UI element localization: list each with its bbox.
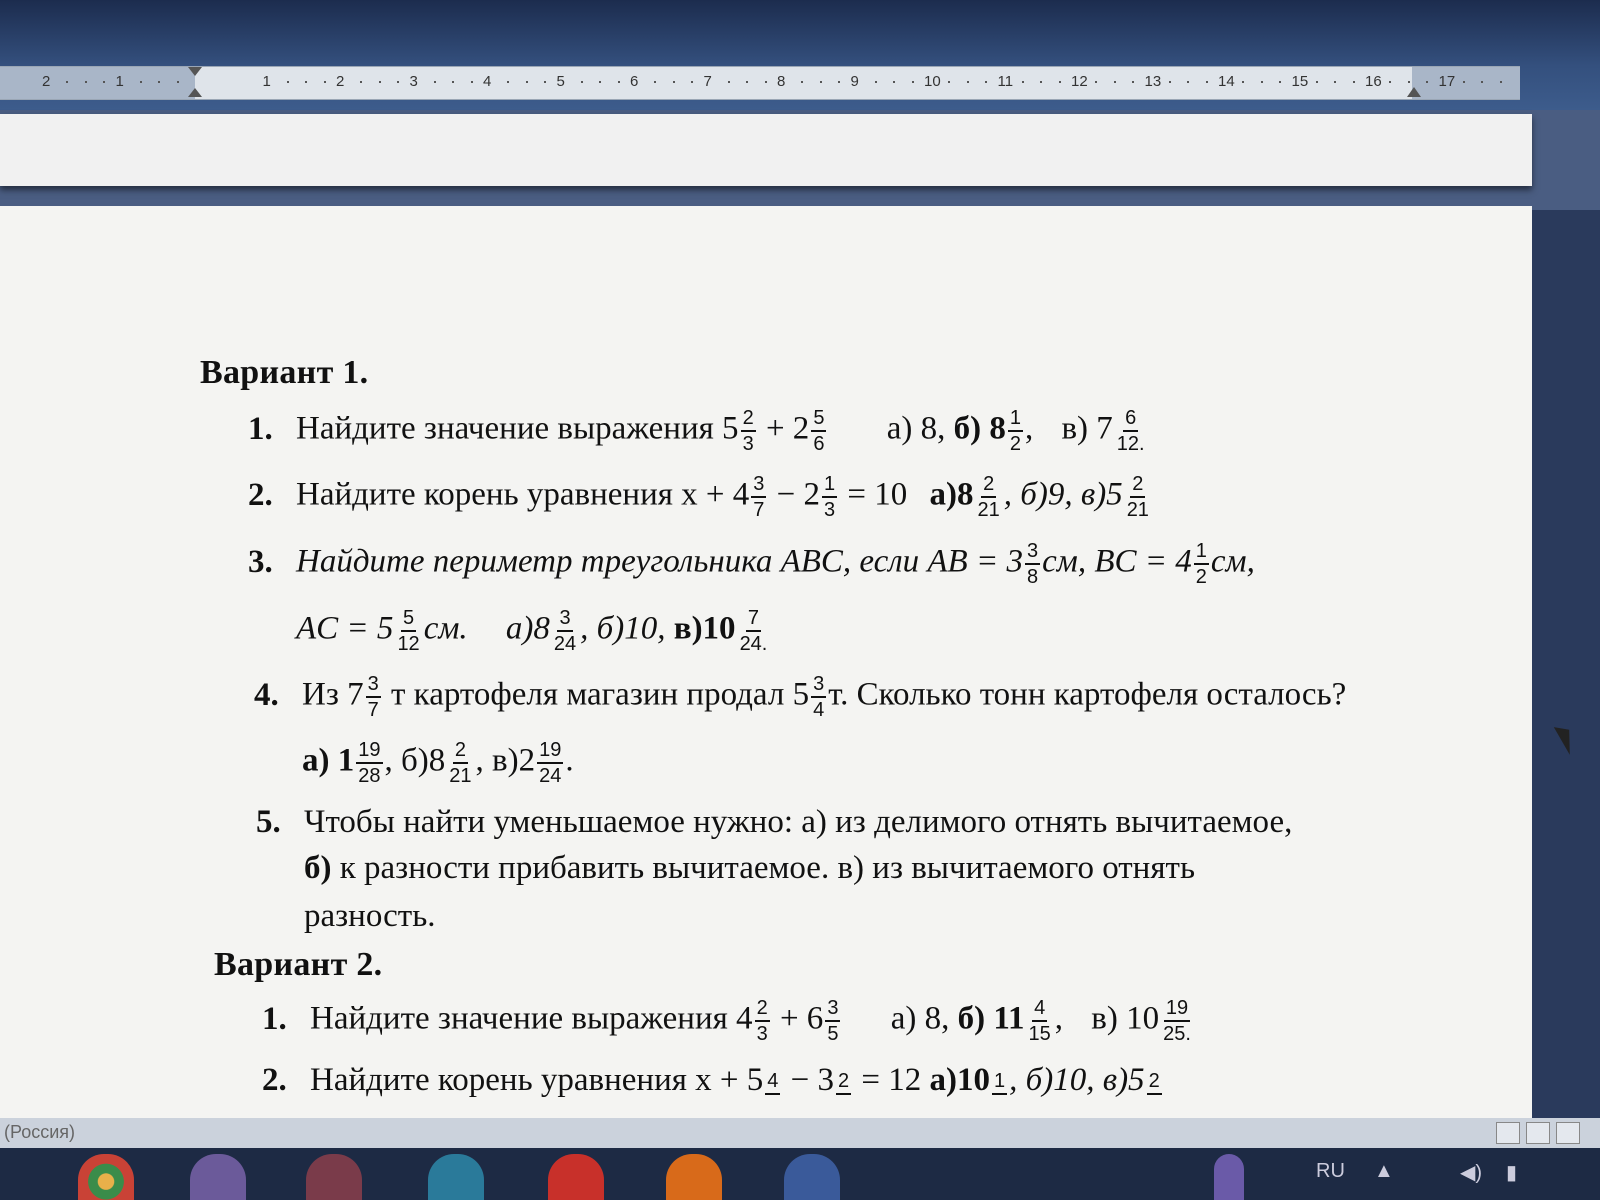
ruler-tick (1095, 81, 1097, 83)
ruler-left-margin (0, 67, 195, 99)
ruler-tick (746, 81, 748, 83)
left-indent-marker[interactable] (188, 67, 202, 99)
video-icon[interactable] (428, 1154, 484, 1200)
variant-1-title: Вариант 1. (200, 354, 369, 391)
ruler-tick (1389, 81, 1391, 83)
web-layout-icon[interactable] (1556, 1122, 1580, 1144)
ruler-tick (1040, 81, 1042, 83)
ruler-tick (305, 81, 307, 83)
v1-question-3-line-2: AC = 5 $\frac{5}{12}$ см. а)8 $\frac{3}{24}$ , б)10, в)10 $\frac{7}{24.}$ (296, 607, 768, 655)
ruler-right-margin (1412, 67, 1520, 99)
ruler-tick (1242, 81, 1244, 83)
ruler-tick (434, 81, 436, 83)
ruler-tick (691, 81, 693, 83)
yandex-icon[interactable] (548, 1154, 604, 1200)
ruler-tick (618, 81, 620, 83)
ruler-tick (1206, 81, 1208, 83)
ruler-number: 12 (1071, 73, 1088, 90)
word-icon[interactable] (784, 1154, 840, 1200)
v1-question-1: 1. Найдите значение выражения 5 $\frac{2}{3}$ + 2 $\frac{5}{6}$ а) 8, б) 8 $\frac{1}{2}$ , в) 7 $\frac{6}{12.}$ (248, 407, 1145, 455)
ruler-tick (967, 81, 969, 83)
ruler-tick (544, 81, 546, 83)
ruler-tick (912, 81, 914, 83)
ruler-tick (66, 81, 68, 83)
ruler-tick (893, 81, 895, 83)
network-icon[interactable]: ▲ (1374, 1160, 1394, 1182)
ruler-number: 2 (336, 73, 345, 90)
ruler-tick (1169, 81, 1171, 83)
v2-question-1: 1. Найдите значение выражения 4 $\frac{2}{3}$ + 6 $\frac{3}{5}$ а) 8, б) 11 $\frac{4}{15}$ , в) 10 $\frac{19}{25.}$ (262, 997, 1191, 1045)
ruler-tick (599, 81, 601, 83)
media-icon[interactable] (666, 1154, 722, 1200)
ruler-tick (287, 81, 289, 83)
ruler-number: 1 (115, 73, 124, 90)
ruler-number: 5 (556, 73, 565, 90)
ruler-number: 1 (262, 73, 271, 90)
ruler-tick (471, 81, 473, 83)
status-bar (0, 1118, 1600, 1148)
v1-question-3: 3. Найдите периметр треугольника ABC, если AB = 3 $\frac{3}{8}$ см, BC = 4 $\frac{1}{2}$ см, (248, 540, 1255, 588)
ruler-tick (1353, 81, 1355, 83)
horizontal-ruler[interactable] (0, 66, 1520, 100)
ruler-tick (1132, 81, 1134, 83)
ruler-tick (820, 81, 822, 83)
keyboard-layout[interactable]: RU (1316, 1160, 1345, 1182)
ruler-tick (452, 81, 454, 83)
full-screen-icon[interactable] (1526, 1122, 1550, 1144)
ruler-number: 17 (1438, 73, 1456, 90)
ruler-number: 7 (703, 73, 712, 90)
ruler-tick (158, 81, 160, 83)
ruler-tick (875, 81, 877, 83)
taskbar (0, 1148, 1600, 1200)
ruler-tick (728, 81, 730, 83)
ruler-tick (177, 81, 179, 83)
ruler-tick (397, 81, 399, 83)
ruler-number: 14 (1218, 73, 1235, 90)
ruler-tick (1059, 81, 1061, 83)
v1-question-5-line-3: разность. (304, 898, 436, 934)
paint-icon[interactable] (306, 1154, 362, 1200)
ruler-number: 9 (850, 73, 859, 90)
ruler-number: 15 (1291, 73, 1309, 90)
ruler-tick (103, 81, 105, 83)
variant-2-title: Вариант 2. (214, 946, 383, 983)
previous-page-bottom (0, 114, 1532, 186)
microphone-icon[interactable] (1214, 1154, 1244, 1200)
ruler-tick (140, 81, 142, 83)
media-player-icon[interactable] (190, 1154, 246, 1200)
ruler-tick (765, 81, 767, 83)
ruler-tick (838, 81, 840, 83)
volume-icon[interactable]: ◀) (1460, 1162, 1483, 1184)
ruler-tick (1500, 81, 1502, 83)
ruler-tick (948, 81, 950, 83)
ruler-tick (379, 81, 381, 83)
v1-question-4: 4. Из 7 $\frac{3}{7}$ т картофеля магазин продал 5 $\frac{3}{4}$ т. Сколько тонн картофеля осталось? (254, 673, 1347, 721)
document-page[interactable] (0, 206, 1532, 1118)
print-layout-icon[interactable] (1496, 1122, 1520, 1144)
ruler-tick (1316, 81, 1318, 83)
ruler-tick (1334, 81, 1336, 83)
v1-question-5: 5. Чтобы найти уменьшаемое нужно: а) из делимого отнять вычитаемое, (256, 804, 1293, 840)
ruler-tick (1261, 81, 1263, 83)
ruler-number: 8 (777, 73, 786, 90)
battery-icon[interactable]: ▮ (1506, 1162, 1518, 1184)
ruler-number: 16 (1365, 73, 1382, 90)
ruler-tick (1187, 81, 1189, 83)
chrome-icon[interactable] (78, 1154, 134, 1200)
ruler-number: 3 (409, 73, 418, 90)
ruler-tick (1463, 81, 1465, 83)
v1-question-5-line-2: б) к разности прибавить вычитаемое. в) из вычитаемого отнять (304, 850, 1195, 886)
ruler-number: 11 (997, 73, 1014, 90)
ruler-tick (1022, 81, 1024, 83)
right-indent-marker[interactable] (1407, 67, 1421, 99)
ruler-tick (1481, 81, 1483, 83)
ruler-number: 6 (630, 73, 639, 90)
ruler-tick (1426, 81, 1428, 83)
ruler-tick (360, 81, 362, 83)
ruler-tick (526, 81, 528, 83)
ruler-tick (985, 81, 987, 83)
ruler-tick (673, 81, 675, 83)
ruler-number: 10 (924, 73, 941, 90)
v1-question-2: 2. Найдите корень уравнения x + 4 $\frac{3}{7}$ − 2 $\frac{1}{3}$ = 10 а)8 $\frac{2}{21}$ , б)9, в)5 $\frac{2}{21}$ (248, 473, 1149, 521)
language-indicator[interactable]: (Россия) (4, 1122, 76, 1142)
mouse-pointer-icon (1554, 721, 1580, 755)
ruler-tick (324, 81, 326, 83)
ruler-tick (1279, 81, 1281, 83)
ruler-tick (1114, 81, 1116, 83)
view-buttons (1496, 1122, 1580, 1144)
ruler-tick (654, 81, 656, 83)
v1-question-4-answers: а) 1 $\frac{19}{28}$ , б)8 $\frac{2}{21}$ , в)2 $\frac{19}{24}$ . (302, 739, 574, 787)
ruler-number: 2 (42, 73, 51, 90)
ruler-number: 13 (1144, 73, 1162, 90)
ruler-number: 4 (483, 73, 492, 90)
ruler-tick (507, 81, 509, 83)
ruler-tick (581, 81, 583, 83)
v2-question-2: 2. Найдите корень уравнения x + 5 4 − 3 2 = 12 а)10 1 , б)10, в)5 2 (262, 1062, 1160, 1098)
ruler-tick (85, 81, 87, 83)
ruler-tick (801, 81, 803, 83)
ruler-tick (1408, 81, 1410, 83)
